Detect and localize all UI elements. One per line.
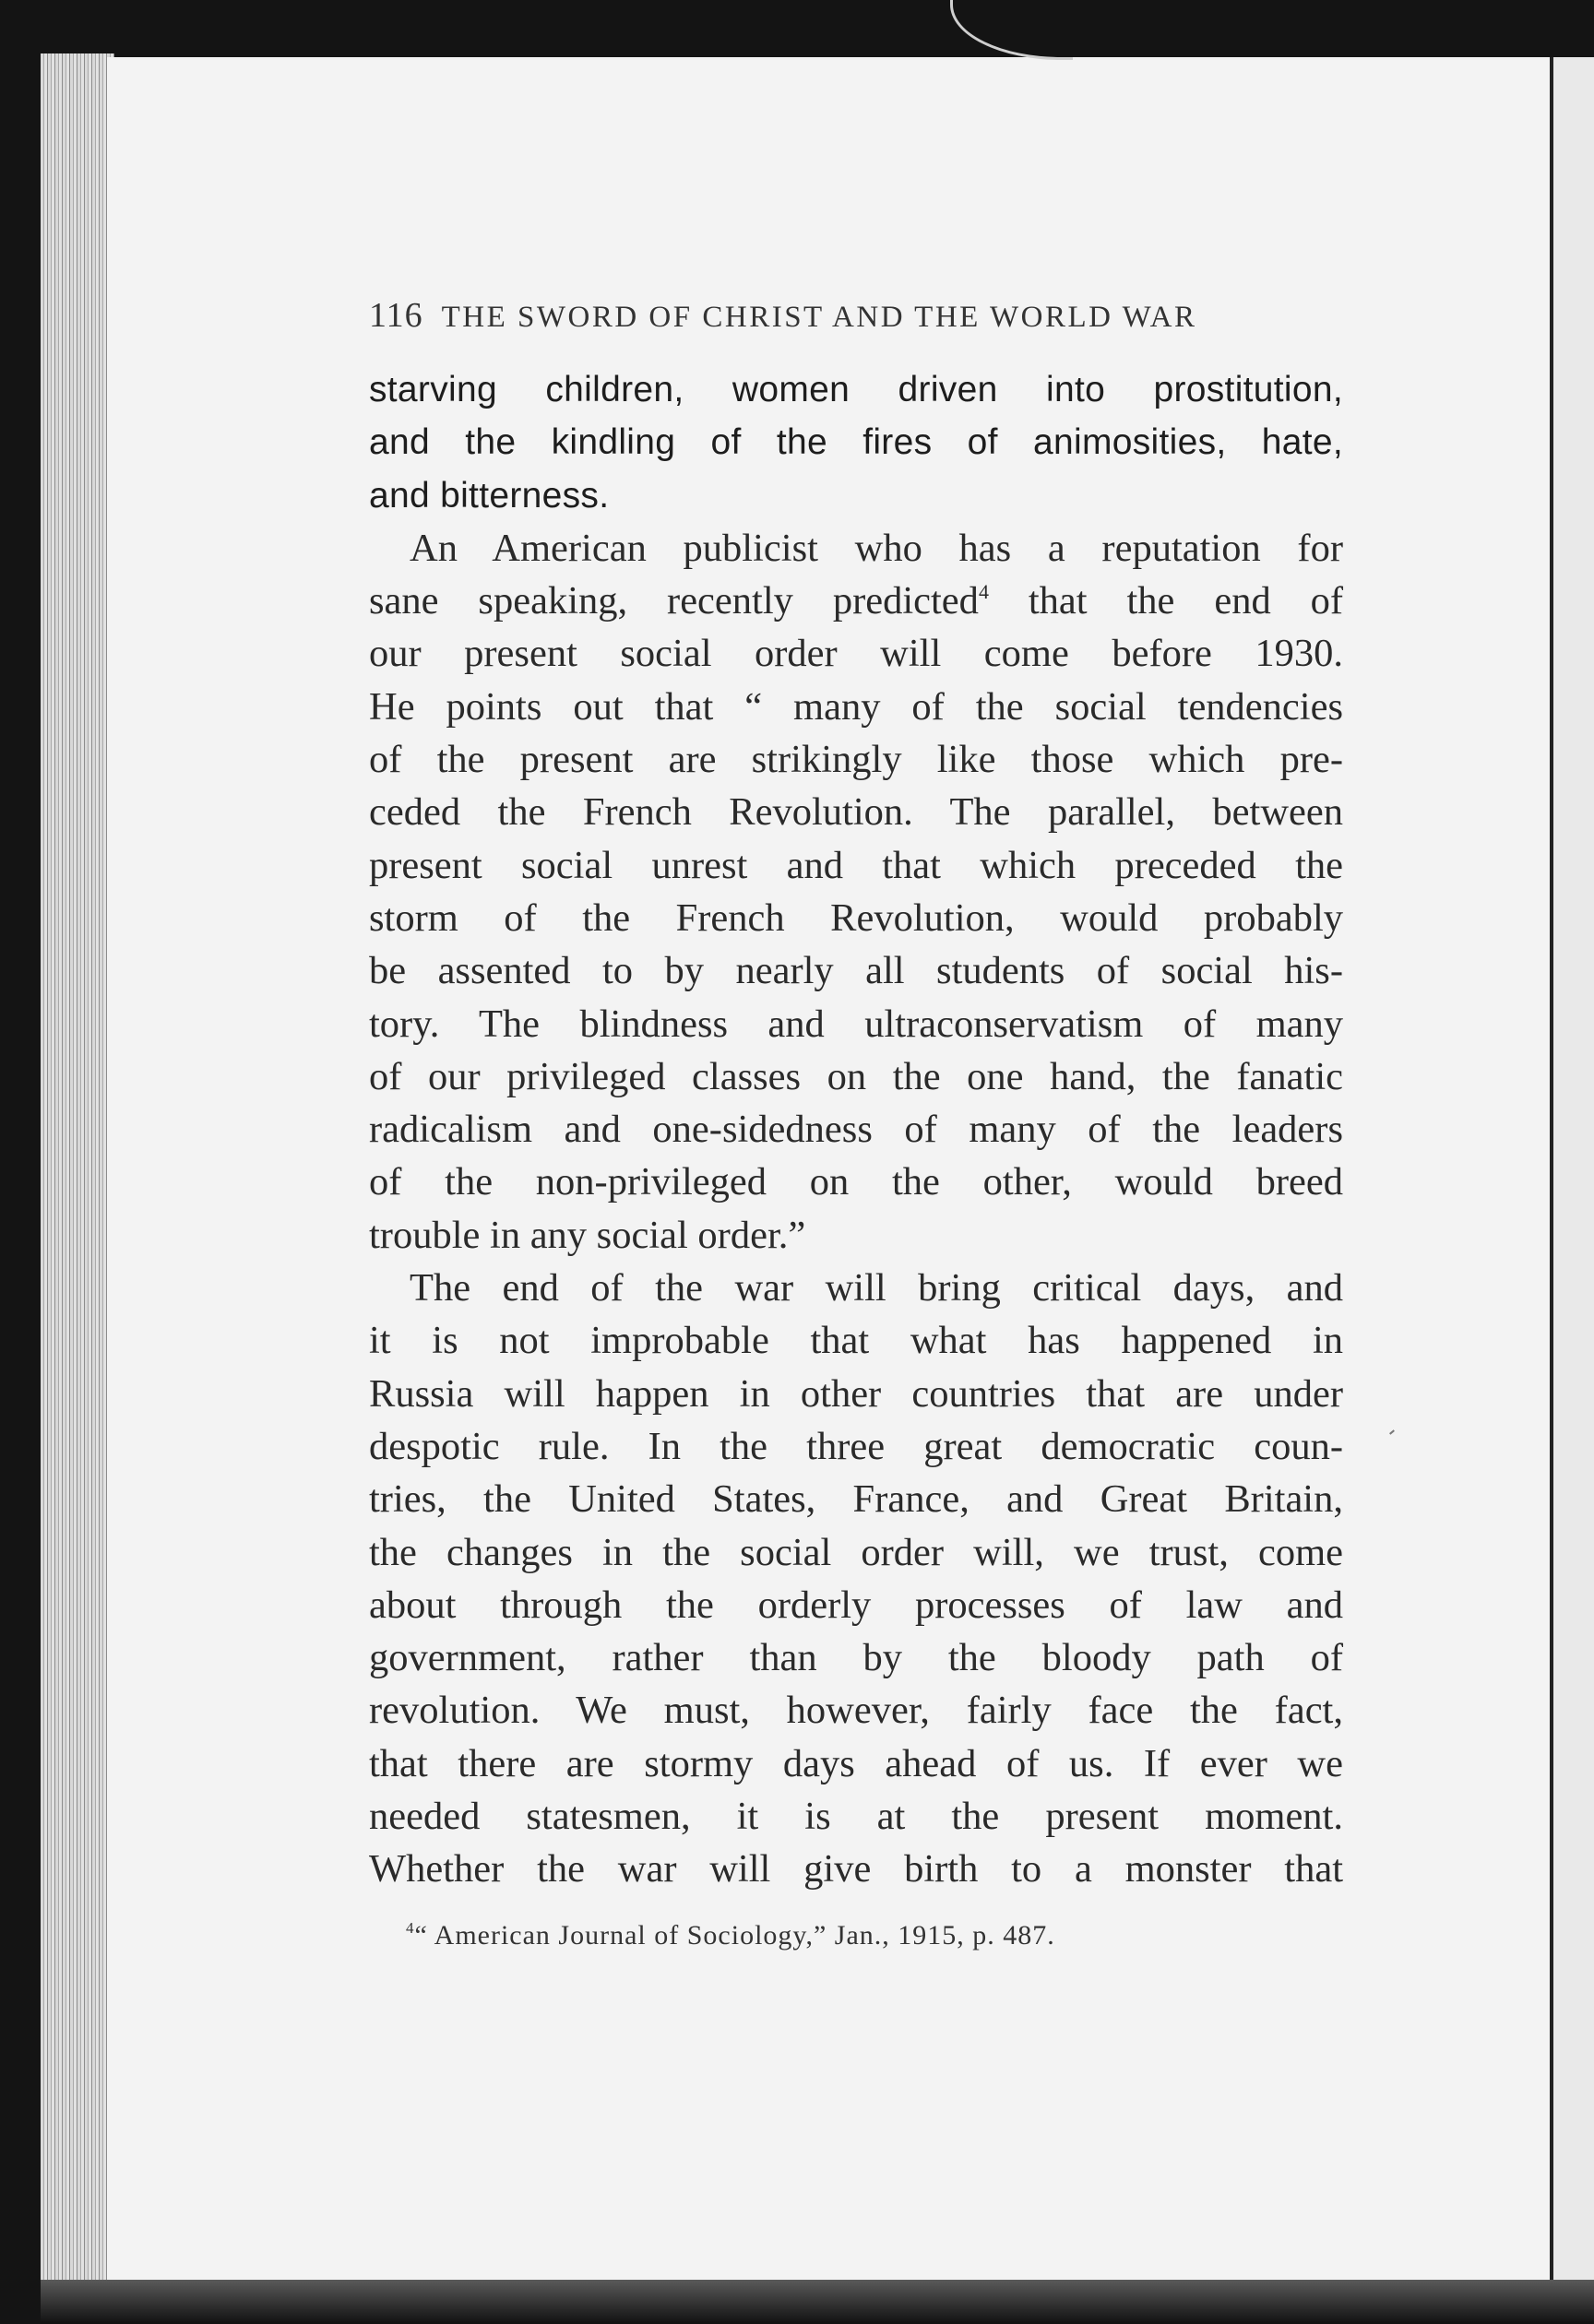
text-line: our present social order will come before 1930. — [369, 632, 1343, 676]
paragraph-1 — [369, 363, 1343, 522]
text-line: An American publicist who has a reputation for — [410, 526, 1343, 570]
text-line: and the kindling of the fires of animosities, hate, — [369, 422, 1343, 463]
text-line: revolution. We must, however, fairly face the fact, — [369, 1689, 1343, 1733]
page-edge-stack — [41, 53, 114, 2304]
text-line: tries, the United States, France, and Great Britain, — [369, 1477, 1343, 1522]
text-line: radicalism and one-sidedness of many of the leaders — [369, 1108, 1343, 1152]
text-line: storm of the French Revolution, would probably — [369, 895, 1343, 940]
text-line: The end of the war will bring critical days, and — [410, 1266, 1343, 1310]
text-line: about through the orderly processes of law and — [369, 1583, 1343, 1627]
text-line: tory. The blindness and ultraconservatism of many — [369, 1002, 1343, 1046]
page-text — [369, 295, 1343, 1951]
text-span: sane speaking, recently predicted — [369, 579, 979, 623]
text-line: Russia will happen in other countries that are under — [369, 1371, 1343, 1416]
facing-page-edge — [1553, 57, 1594, 2280]
footnote — [369, 1920, 1343, 1951]
text-line: present social unrest and that which preceded the — [369, 843, 1343, 887]
bottom-shadow — [41, 2280, 1594, 2324]
footnote-marker: 4 — [406, 1918, 415, 1937]
text-line: and bitterness. — [369, 475, 610, 516]
text-line: the changes in the social order will, we trust, come — [369, 1530, 1343, 1574]
text-line: Whether the war will give birth to a monster that — [369, 1847, 1343, 1891]
footnote-ref: 4 — [978, 580, 989, 604]
text-line: of our privileged classes on the one hand, the fanatic — [369, 1054, 1343, 1098]
text-line: needed statesmen, it is at the present moment. — [369, 1795, 1343, 1839]
text-line-with-footnote-ref — [369, 575, 1343, 627]
text-line: despotic rule. In the three great democratic coun- — [369, 1424, 1343, 1468]
text-span: that the end of — [988, 579, 1344, 623]
text-line: it is not improbable that what has happened in — [369, 1319, 1343, 1363]
text-line: be assented to by nearly all students of social his- — [369, 949, 1343, 993]
text-line: that there are stormy days ahead of us. If ever we — [369, 1741, 1343, 1785]
running-head — [369, 295, 1343, 336]
text-line: government, rather than by the bloody path of — [369, 1636, 1343, 1680]
text-line: of the present are strikingly like those which pre- — [369, 738, 1343, 782]
text-line: He points out that “ many of the social tendencies — [369, 684, 1343, 729]
text-line: of the non-privileged on the other, would breed — [369, 1160, 1343, 1204]
running-title: THE SWORD OF CHRIST AND THE WORLD WAR — [441, 301, 1197, 334]
paragraph-2 — [369, 522, 1343, 1262]
page-curl — [950, 0, 1073, 60]
paragraph-3 — [369, 1262, 1343, 1896]
footnote-text: “ American Journal of Sociology,” Jan., 1915, p. 487. — [414, 1919, 1055, 1951]
text-line: trouble in any social order.” — [369, 1213, 806, 1257]
text-line: ceded the French Revolution. The parallel, between — [369, 790, 1343, 835]
text-line: starving children, women driven into prostitution, — [369, 370, 1343, 409]
page-number: 116 — [369, 296, 423, 335]
